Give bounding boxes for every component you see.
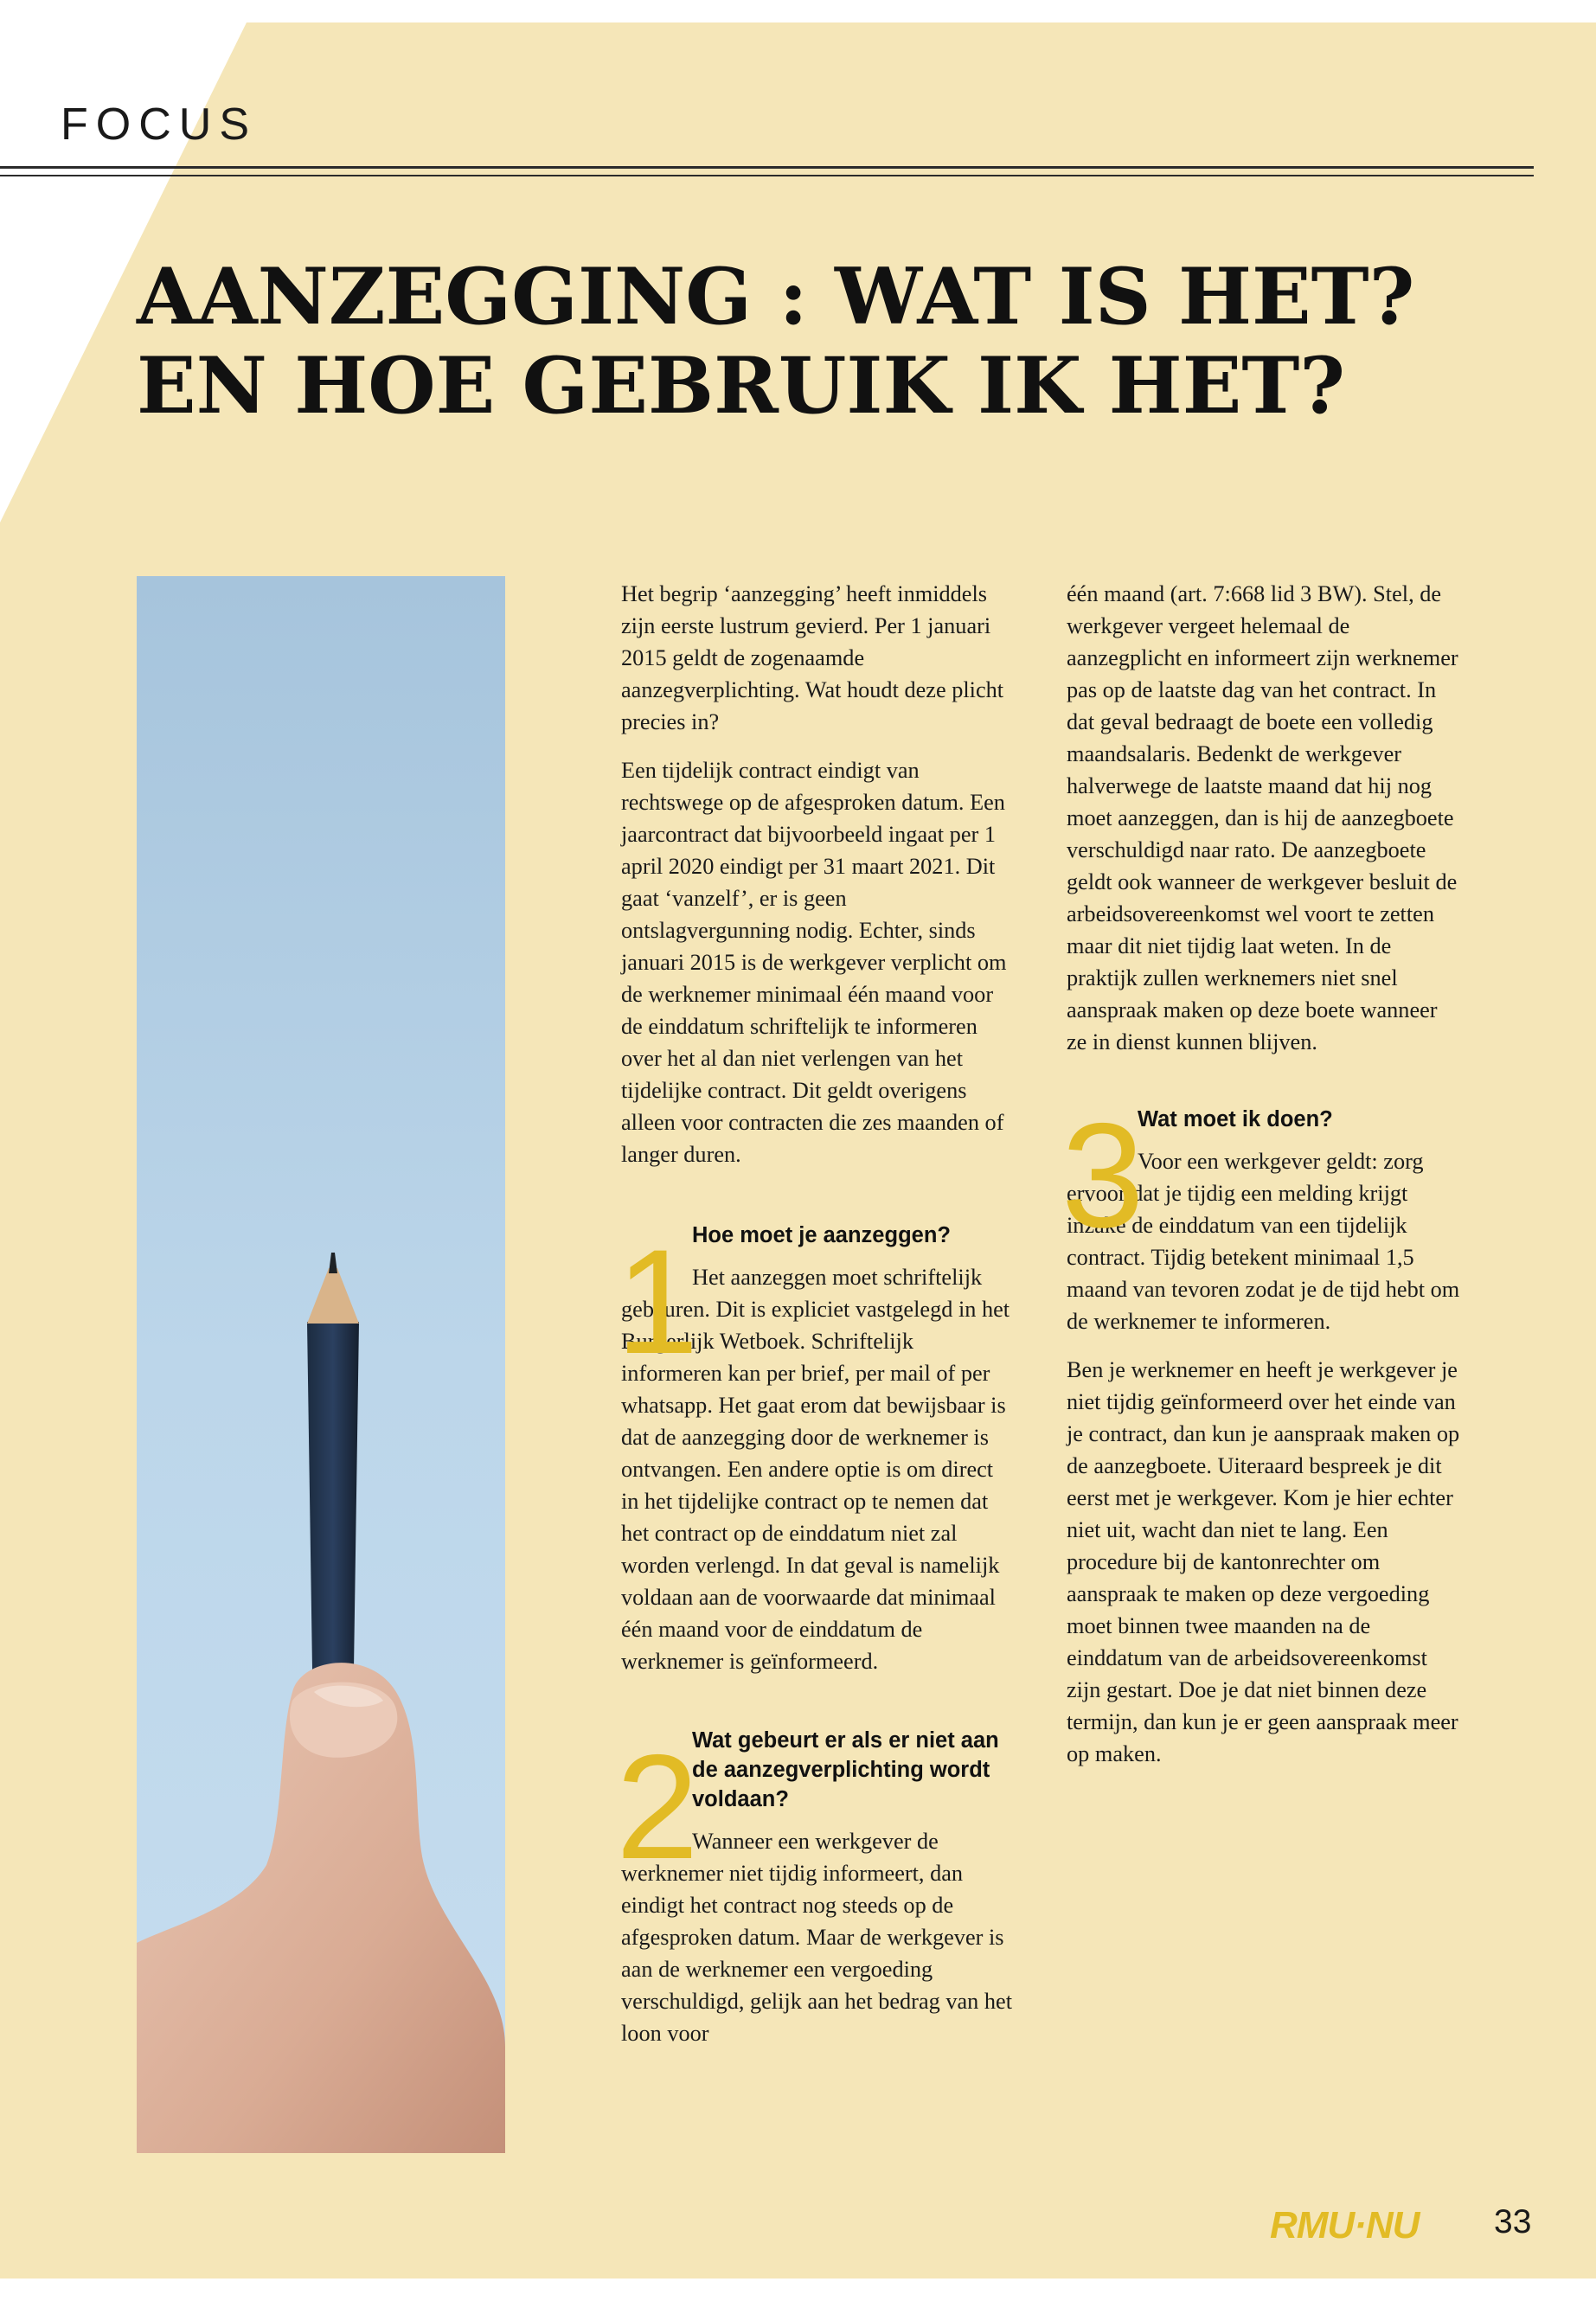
section-1 — [616, 1219, 1015, 1677]
intro-paragraph-2: Een tijdelijk contract eindigt van rechtswege op de afgesproken datum. Een jaarcontract dat bijvoorbeeld ingaat per 1 april 2020 eindigt per 31 maart 2021. Dit gaat ‘vanzelf’, er is geen ontslagvergunning nodig. Echter, sinds januari 2015 is de werkgever verplicht om de werknemer minimaal één maand voor de einddatum schriftelijk te informeren over het al dan niet verlengen van het tijdelijke contract. Dit geldt overigens alleen voor contracten die zes maanden of langer duren. — [621, 758, 1007, 1167]
section-3 — [1061, 1093, 1460, 1337]
page-number: 33 — [1494, 2203, 1532, 2240]
section-3-paragraph-1: Voor een werkgever geldt: zorg ervoor dat je tijdig een melding krijgt inzake de einddatum van een tijdelijk contract. Tijdig betekent minimaal 1,5 maand van tevoren zodat je de tijd hebt om de werknemer te informeren. — [1067, 1149, 1460, 1334]
text-column-left — [616, 578, 1015, 2049]
section-2-paragraph-part-2: één maand (art. 7:668 lid 3 BW). Stel, de werkgever vergeet helemaal de aanzegplicht en informeert zijn werknemer pas op de laatste dag van het contract. In dat geval bedraagt de boete een volledig maandsalaris. Bedenkt de werkgever halverwege de laatste maand dat hij nog moet aanzeggen, dan is hij de aanzegboete verschuldigd naar rato. De aanzegboete geldt ook wanneer de werkgever besluit de arbeidsovereenkomst wel voort te zetten maar dit niet tijdig laat weten. In de praktijk zullen werknemers niet snel aanspraak maken op deze boete wanneer ze in dienst kunnen blijven. — [1067, 581, 1458, 1054]
pencil-photo — [137, 576, 505, 2153]
intro-paragraph-1: Het begrip ‘aanzegging’ heeft inmiddels zijn eerste lustrum gevierd. Per 1 januari 2015 geldt de zogenaamde aanzegverplichting. Wat houdt deze plicht precies in? — [621, 581, 1004, 734]
article-title-line-1: AANZEGGING : WAT IS HET? — [137, 251, 1415, 343]
section-label: FOCUS — [61, 99, 257, 150]
section-heading-2: Wat gebeurt er als er niet aan de aanzegverplichting wordt voldaan? — [692, 1728, 999, 1811]
section-number-2: 2 — [616, 1724, 699, 1890]
section-heading-3: Wat moet ik doen? — [1138, 1107, 1333, 1131]
pencil-in-hand-icon — [137, 576, 505, 2153]
text-column-right — [1061, 578, 1460, 1786]
section-heading-1: Hoe moet je aanzeggen? — [692, 1223, 951, 1247]
section-1-paragraph: Het aanzeggen moet schriftelijk gebeuren. Dit is expliciet vastgelegd in het Burgerlijk Wetboek. Schriftelijk informeren kan per brief, per mail of per whatsapp. Het gaat erom dat bewijsbaar is dat de aanzegging door de werknemer is ontvangen. Een andere optie is om direct in het tijdelijke contract op te nemen dat het contract op de einddatum niet zal worden verlengd. In dat geval is namelijk voldaan aan de voorwaarde dat minimaal één maand voor de einddatum de werknemer is geïnformeerd. — [621, 1265, 1010, 1674]
header-rule-thin — [0, 175, 1534, 176]
section-2 — [616, 1724, 1015, 2049]
section-2-paragraph-part-1: Wanneer een werkgever de werknemer niet tijdig informeert, dan eindigt het contract nog steeds op de afgesproken datum. Maar de werkgever is aan de werknemer een vergoeding verschuldigd, gelijk aan het bedrag van het loon voor — [621, 1829, 1013, 2046]
header-rule — [0, 166, 1534, 169]
publication-logo: RMU·NU — [1270, 2204, 1420, 2247]
article-title — [137, 253, 1414, 431]
article-title-line-2: EN HOE GEBRUIK IK HET? — [137, 340, 1346, 432]
section-number-3: 3 — [1061, 1093, 1144, 1259]
section-number-1: 1 — [616, 1219, 699, 1385]
section-3-paragraph-2: Ben je werknemer en heeft je werkgever je niet tijdig geïnformeerd over het einde van je contract, dan kun je aanspraak maken op de aanzegboete. Uiteraard bespreek je dit eerst met je werkgever. Kom je hier echter niet uit, wacht dan niet te lang. Een procedure bij de kantonrechter om aanspraak te maken op deze vergoeding moet binnen twee maanden na de einddatum van de arbeidsovereenkomst zijn gestart. Doe je dat niet binnen deze termijn, dan kun je er geen aanspraak meer op maken. — [1067, 1357, 1460, 1766]
